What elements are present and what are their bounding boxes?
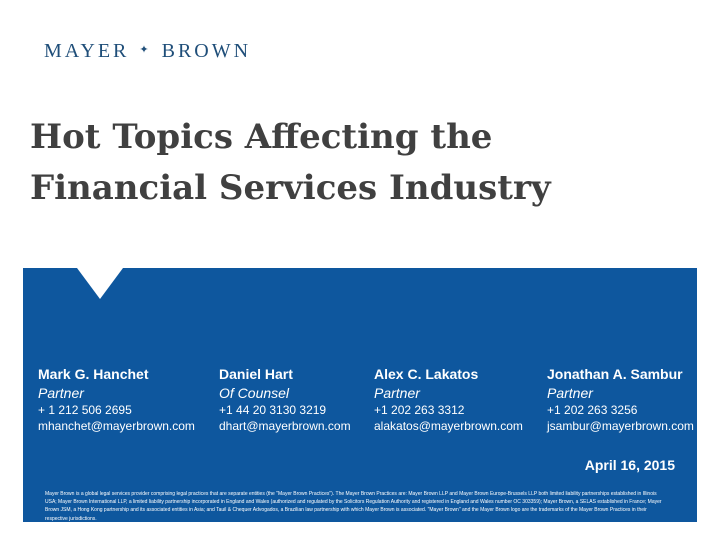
contact-role: Partner [547,385,593,401]
contact-phone: +1 44 20 3130 3219 [219,403,327,417]
legal-disclaimer: Mayer Brown is a global legal services provider comprising legal practices that are separate entities (the "Mayer Brown Practices"). The Mayer Brown Practices are: Mayer Brown LLP and Mayer Brown Europe-Brussels LLP both limited liability partnerships established in Illinois USA; Mayer Brown International LLP, a limited liability partnership incorporated in England and Wales (authorized and regulated by the Solicitors Regulation Authority and registered in England and Wales number OC 303359); Mayer Brown, a SELAS established in France; Mayer Brown JSM, a Hong Kong partnership and its associated entities in Asia; and Tauil & Chequer Advogados, a Brazilian law partnership with which Mayer Brown is associated. "Mayer Brown" and the Mayer Brown logo are the trademarks of the Mayer Brown Practices in their respective jurisdictions. [45,491,662,522]
logo-separator-icon: ✦ [139,44,152,56]
contact-role: Partner [38,385,84,401]
title-line-2: Financial Services Industry [30,168,551,208]
contact-band [23,268,697,522]
contact-role: Of Counsel [219,385,290,401]
contact-hart [219,364,351,434]
contact-role: Partner [374,385,420,401]
logo-text-brown: BROWN [161,40,252,62]
logo-text-mayer: MAYER [44,40,130,62]
contact-phone: +1 202 263 3312 [374,403,465,417]
contact-email[interactable]: alakatos@mayerbrown.com [374,419,523,433]
band-notch [77,268,123,299]
contact-sambur [547,364,694,434]
contact-name: Mark G. Hanchet [38,366,149,382]
slide-title [30,112,690,214]
presentation-date: April 16, 2015 [584,457,675,473]
mayer-brown-logo [44,40,251,63]
contact-lakatos [374,364,523,434]
contact-name: Alex C. Lakatos [374,366,479,382]
contact-name: Daniel Hart [219,366,293,382]
contact-email[interactable]: mhanchet@mayerbrown.com [38,419,195,433]
contact-phone: + 1 212 506 2695 [38,403,132,417]
contact-email[interactable]: dhart@mayerbrown.com [219,419,351,433]
contact-hanchet [38,364,195,434]
title-line-1: Hot Topics Affecting the [30,117,493,157]
contact-phone: +1 202 263 3256 [547,403,638,417]
contact-email[interactable]: jsambur@mayerbrown.com [547,419,694,433]
contact-name: Jonathan A. Sambur [547,366,683,382]
